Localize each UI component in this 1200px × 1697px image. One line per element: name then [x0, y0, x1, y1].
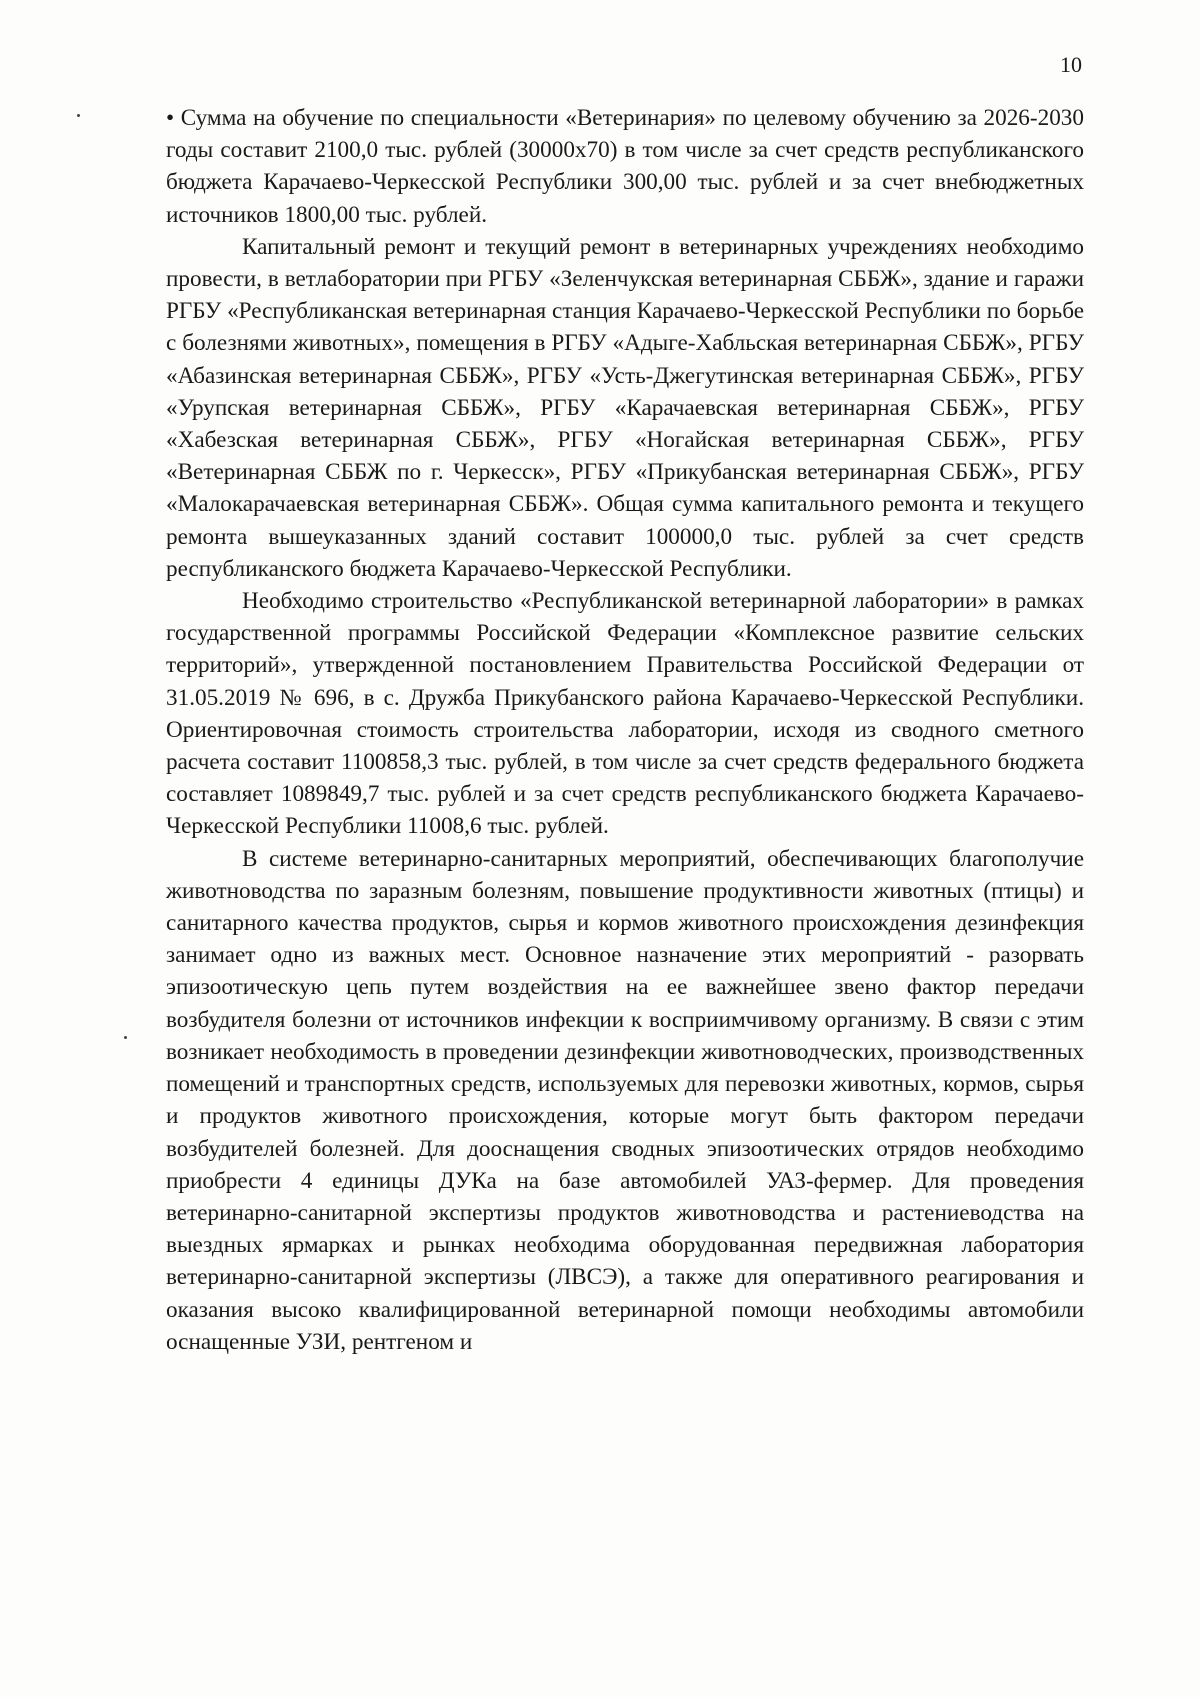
- document-body: [166, 102, 1084, 1358]
- scan-speck: [124, 1036, 127, 1039]
- paragraph-repairs: Капитальный ремонт и текущий ремонт в ветеринарных учреждениях необходимо провести, в ветлаборатории при РГБУ «Зеленчукская ветеринарная СББЖ», здание и гаражи РГБУ «Республиканская ветеринарная станция Карачаево-Черкесской Республики по борьбе с болезнями животных», помещения в РГБУ «Адыге-Хабльская ветеринарная СББЖ», РГБУ «Абазинская ветеринарная СББЖ», РГБУ «Усть-Джегутинская ветеринарная СББЖ», РГБУ «Урупская ветеринарная СББЖ», РГБУ «Карачаевская ветеринарная СББЖ», РГБУ «Хабезская ветеринарная СББЖ», РГБУ «Ногайская ветеринарная СББЖ», РГБУ «Ветеринарная СББЖ по г. Черкесск», РГБУ «Прикубанская ветеринарная СББЖ», РГБУ «Малокарачаевская ветеринарная СББЖ». Общая сумма капитального ремонта и текущего ремонта вышеуказанных зданий составит 100000,0 тыс. рублей за счет средств республиканского бюджета Карачаево-Черкесской Республики.: [166, 233, 1084, 582]
- paragraph-laboratory-construction: Необходимо строительство «Республиканской ветеринарной лаборатории» в рамках государственной программы Российской Федерации «Комплексное развитие сельских территорий», утвержденной постановлением Правительства Российской Федерации от 31.05.2019 № 696, в с. Дружба Прикубанского района Карачаево-Черкесской Республики. Ориентировочная стоимость строительства лаборатории, исходя из сводного сметного расчета составит 1100858,3 тыс. рублей, в том числе за счет средств федерального бюджета составляет 1089849,7 тыс. рублей и за счет средств республиканского бюджета Карачаево-Черкесской Республики 11008,6 тыс. рублей.: [166, 588, 1084, 840]
- paragraph-training-cost: • Сумма на обучение по специальности «Ветеринария» по целевому обучению за 2026-2030 годы составит 2100,0 тыс. рублей (30000х70) в том числе за счет средств республиканского бюджета Карачаево-Черкесской Республики 300,00 тыс. рублей и за счет внебюджетных источников 1800,00 тыс. рублей.: [166, 105, 1084, 228]
- page-number: 10: [1060, 52, 1082, 77]
- paragraph-disinfection: В системе ветеринарно-санитарных мероприятий, обеспечивающих благополучие животноводства по заразным болезням, повышение продуктивности животных (птицы) и санитарного качества продуктов, сырья и кормов животного происхождения дезинфекция занимает одно из важных мест. Основное назначение этих мероприятий - разорвать эпизоотическую цепь путем воздействия на ее важнейшее звено фактор передачи возбудителя болезни от источников инфекции к восприимчивому организму. В связи с этим возникает необходимость в проведении дезинфекции животноводческих, производственных помещений и транспортных средств, используемых для перевозки животных, кормов, сырья и продуктов животного происхождения, которые могут быть фактором передачи возбудителей болезней. Для дооснащения сводных эпизоотических отрядов необходимо приобрести 4 единицы ДУКа на базе автомобилей УАЗ-фермер. Для проведения ветеринарно-санитарной экспертизы продуктов животноводства и растениеводства на выездных ярмарках и рынках необходима оборудованная передвижная лаборатория ветеринарно-санитарной экспертизы (ЛВСЭ), а также для оперативного реагирования и оказания высоко квалифицированной ветеринарной помощи необходимы автомобили оснащенные УЗИ, рентгеном и: [166, 845, 1084, 1355]
- scan-speck: [77, 114, 80, 117]
